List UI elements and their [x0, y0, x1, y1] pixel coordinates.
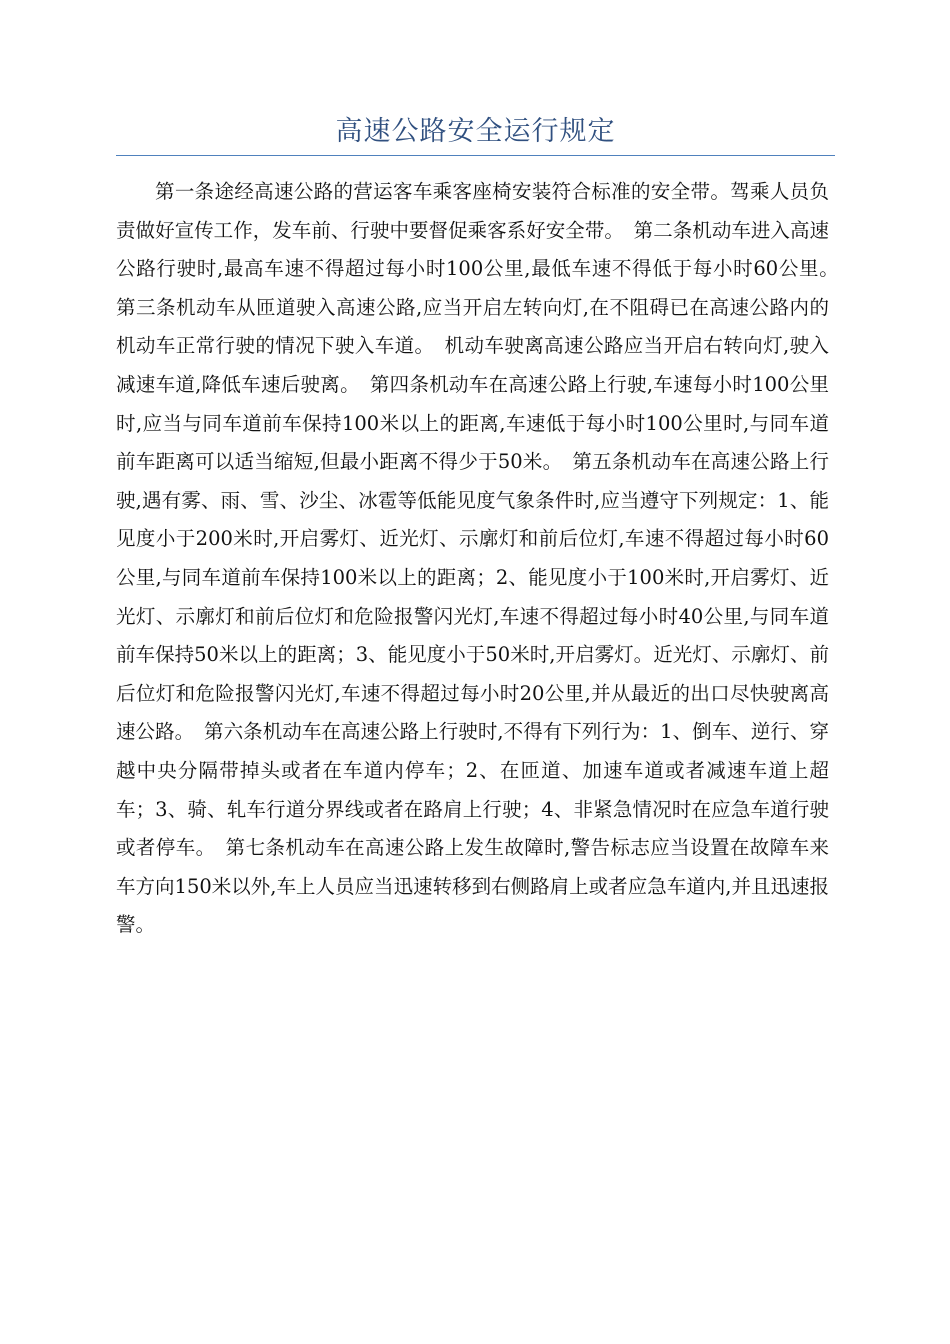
document-title: 高速公路安全运行规定: [335, 116, 616, 147]
title-underline: [116, 155, 835, 156]
document-body: 第一条途经高速公路的营运客车乘客座椅安装符合标准的安全带。驾乘人员负责做好宣传工作，发车前、行驶中要督促乘客系好安全带。 第二条机动车进入高速公路行驶时,最高车速不得超过每小时100公里,最低车速不得低于每小时60公里。 第三条机动车从匝道驶入高速公路,应当开启左转向灯,在不阻碍已在高速公路内的机动车正常行驶的情况下驶入车道。 机动车驶离高速公路应当开启右转向灯,驶入减速车道,降低车速后驶离。 第四条机动车在高速公路上行驶,车速每小时100公里时,应当与同车道前车保持100米以上的距离,车速低于每小时100公里时,与同车道前车距离可以适当缩短,但最小距离不得少于50米。 第五条机动车在高速公路上行驶,遇有雾、雨、雪、沙尘、冰雹等低能见度气象条件时,应当遵守下列规定：1、能见度小于200米时,开启雾灯、近光灯、示廓灯和前后位灯,车速不得超过每小时60公里,与同车道前车保持100米以上的距离；2、能见度小于100米时,开启雾灯、近光灯、示廓灯和前后位灯和危险报警闪光灯,车速不得超过每小时40公里,与同车道前车保持50米以上的距离；3、能见度小于50米时,开启雾灯。近光灯、示廓灯、前后位灯和危险报警闪光灯,车速不得超过每小时20公里,并从最近的出口尽快驶离高速公路。 第六条机动车在高速公路上行驶时,不得有下列行为：1、倒车、逆行、穿越中央分隔带掉头或者在车道内停车；2、在匝道、加速车道或者减速车道上超车；3、骑、轧车行道分界线或者在路肩上行驶；4、非紧急情况时在应急车道行驶或者停车。 第七条机动车在高速公路上发生故障时,警告标志应当设置在故障车来车方向150米以外,车上人员应当迅速转移到右侧路肩上或者应急车道内,并且迅速报警。: [116, 180, 849, 937]
